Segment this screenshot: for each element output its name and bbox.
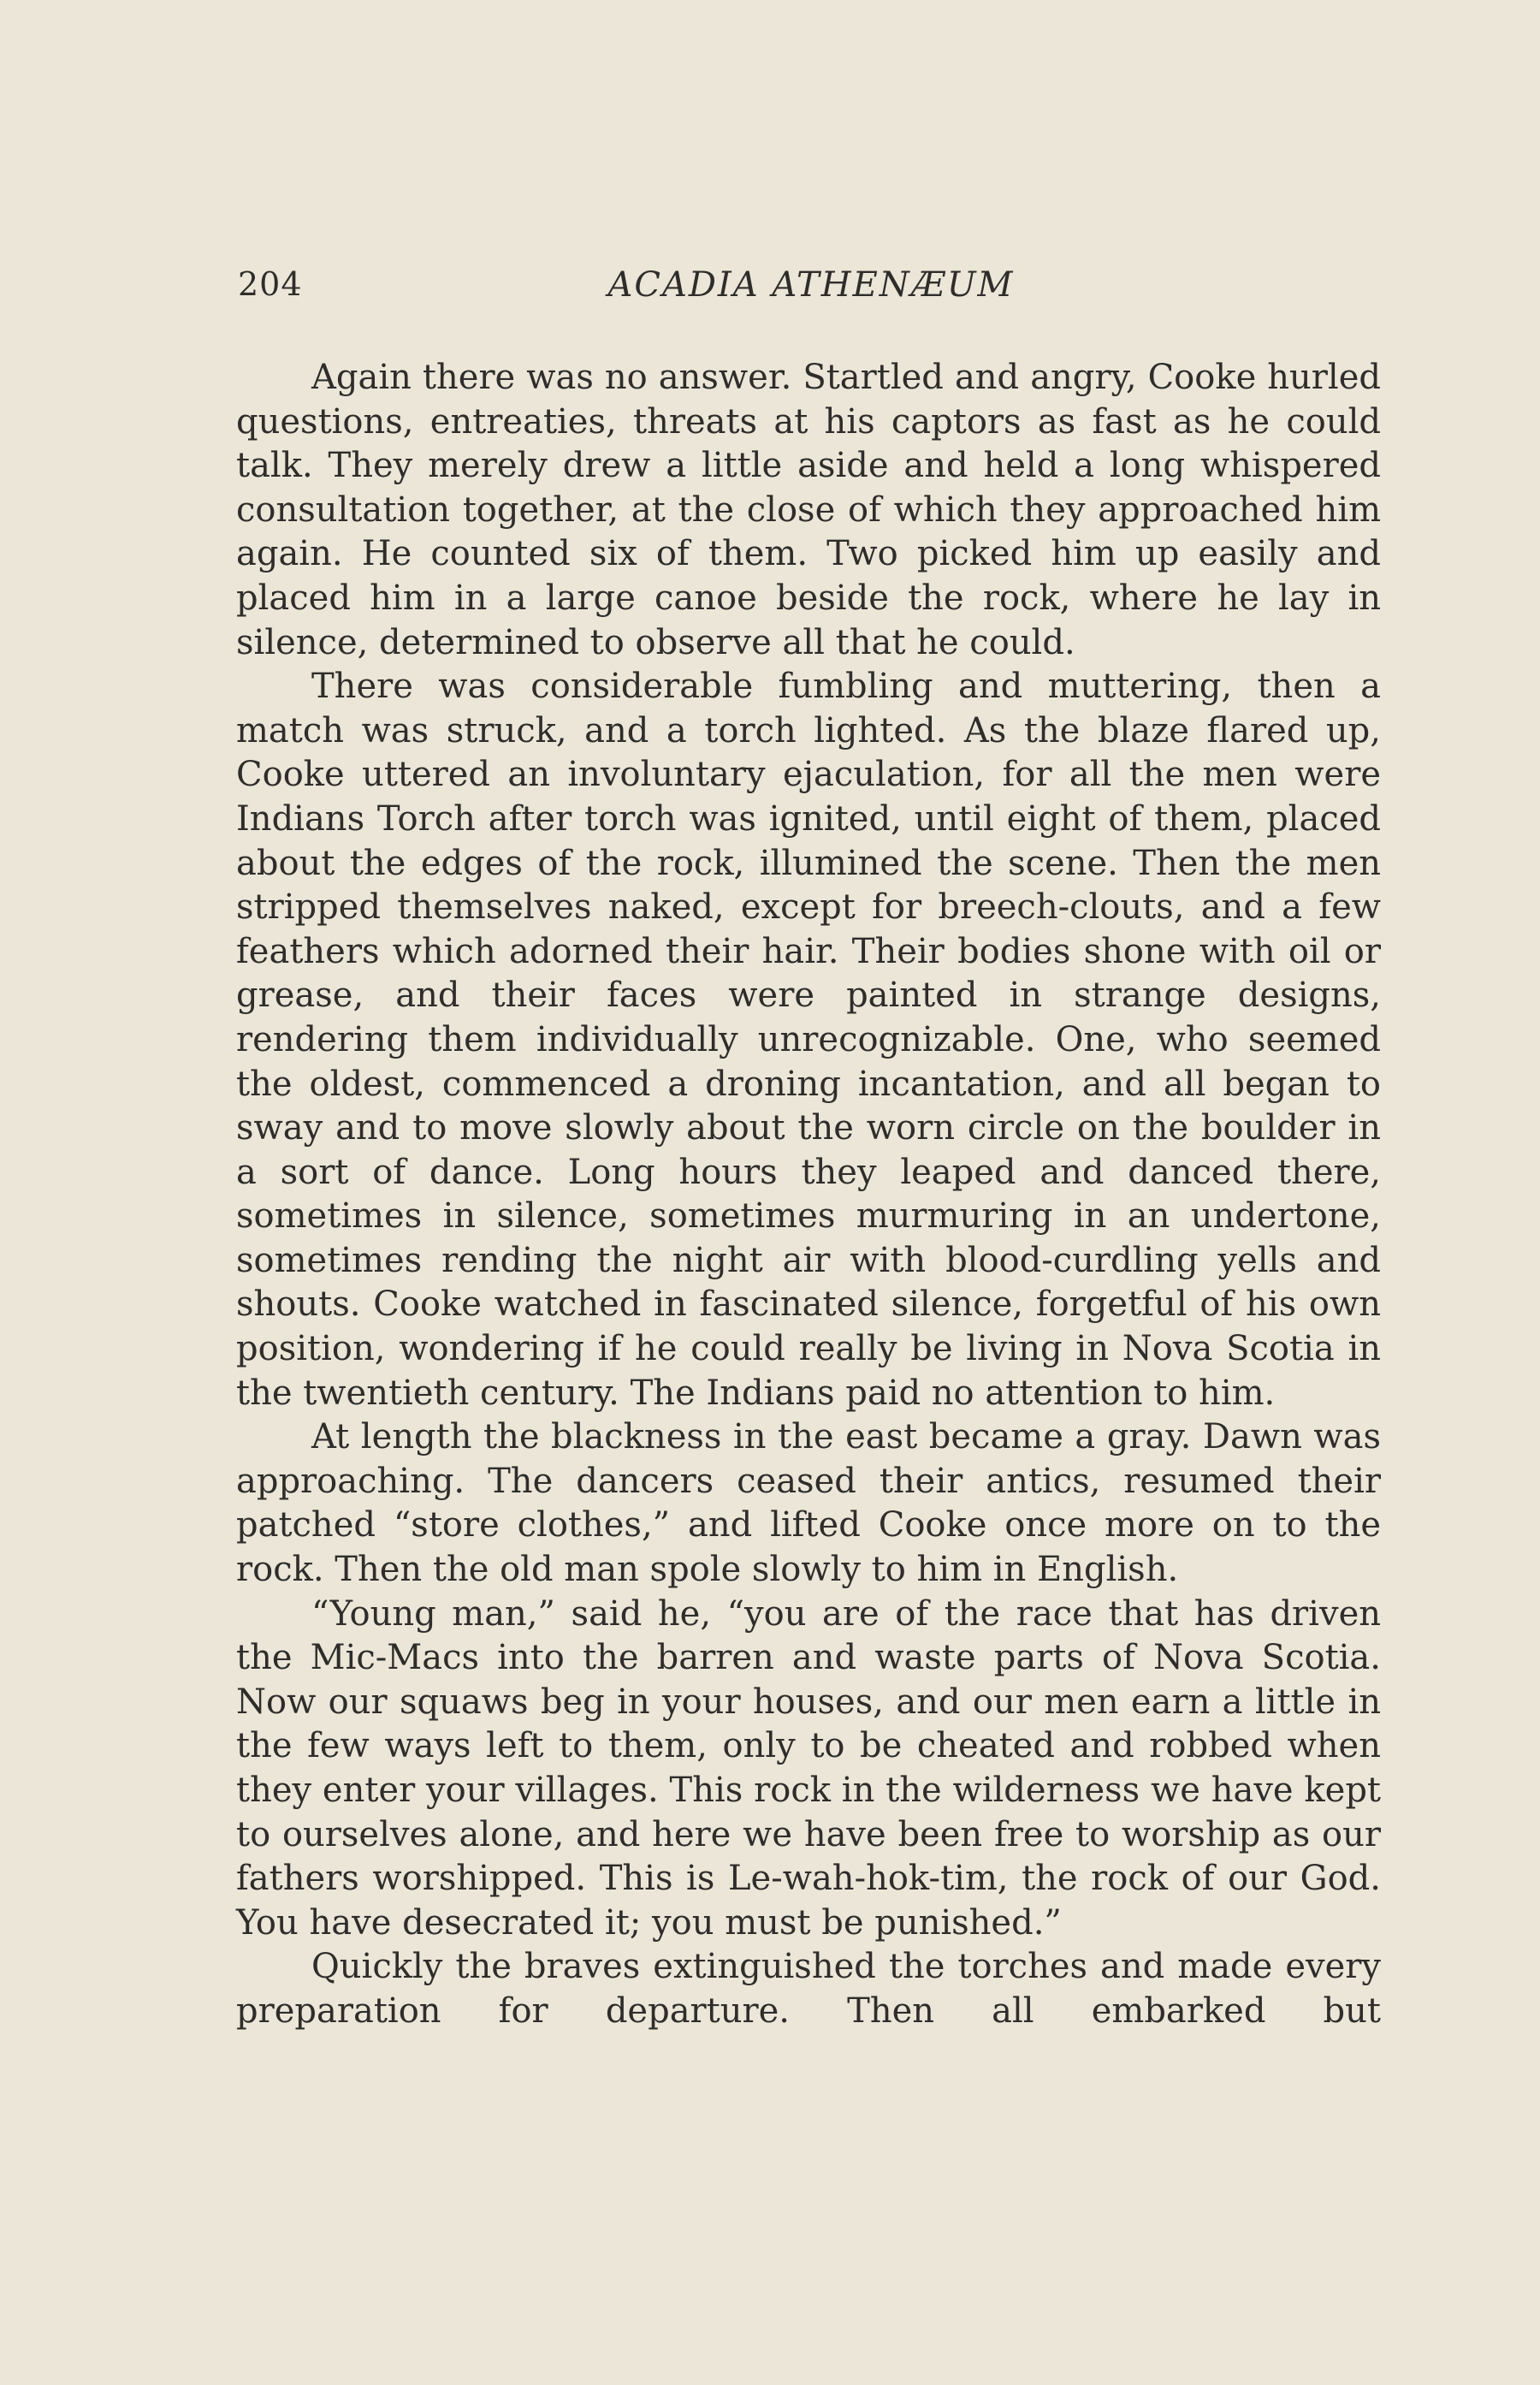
paragraph: Quickly the braves extinguished the torches and made every preparation for departure. Then all embarked but	[236, 1947, 1381, 2031]
journal-title: ACADIA ATHENÆUM	[607, 265, 1015, 305]
paragraph: There was considerable fumbling and muttering, then a match was struck, and a torch lighted. As the blaze flared up, Cooke uttered an involuntary ejaculation, for all the men were Indians Torch after torch was ignited, until eight of them, placed about the edges of the rock, illumined the scene. Then the men stripped themselves naked, except for breech-clouts, and a few feathers which adorned their hair. Their bodies shone with oil or grease, and their faces were painted in strange designs, rendering them individually unrecognizable. One, who seemed the oldest, commenced a droning incantation, and all began to sway and to move slowly about the worn circle on the boulder in a sort of dance. Long hours they leaped and danced there, sometimes in silence, sometimes murmuring in an undertone, sometimes rending the night air with blood-curdling yells and shouts. Cooke watched in fascinated silence, forgetful of his own position, wondering if he could really be living in Nova Scotia in the twentieth century. The Indians paid no attention to him.	[236, 667, 1381, 1413]
running-head	[238, 265, 1384, 317]
paragraph: At length the blackness in the east became a gray. Dawn was approaching. The dancers ceased their antics, resumed their patched “store clothes,” and lifted Cooke once more on to the rock. Then the old man spole slowly to him in English.	[236, 1417, 1381, 1590]
paragraph: Again there was no answer. Startled and angry, Cooke hurled questions, entreaties, threats at his captors as fast as he could talk. They merely drew a little aside and held a long whispered consultation together, at the close of which they approached him again. He counted six of them. Two picked him up easily and placed him in a large canoe beside the rock, where he lay in silence, determined to observe all that he could.	[236, 358, 1381, 662]
paragraph: “Young man,” said he, “you are of the race that has driven the Mic-Macs into the barren and waste parts of Nova Scotia. Now our squaws beg in your houses, and our men earn a little in the few ways left to them, only to be cheated and robbed when they enter your villages. This rock in the wilderness we have kept to ourselves alone, and here we have been free to worship as our fathers worshipped. This is Le-wah-hok-tim, the rock of our God. You have desecrated it; you must be punished.”	[236, 1593, 1381, 1943]
body-text	[236, 356, 1381, 2034]
page-number: 204	[238, 265, 303, 303]
